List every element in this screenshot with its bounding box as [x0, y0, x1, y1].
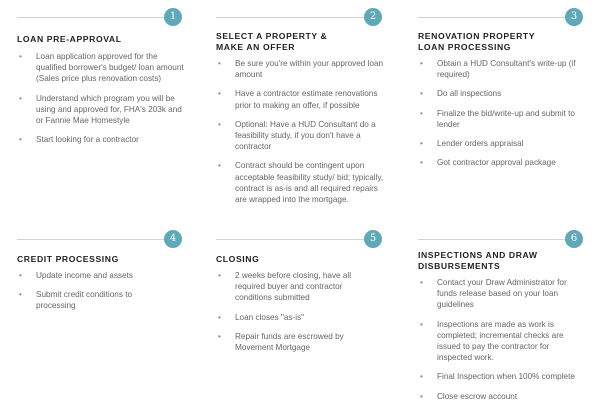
step-title: SELECT A PROPERTY & MAKE AN OFFER	[216, 31, 328, 52]
list-item: • Loan application approved for the qualified borrower's budget/ loan amount (Sales price plus renovation costs)	[17, 51, 189, 85]
list-item: • Repair funds are escrowed by Movement Mortgage	[216, 331, 376, 353]
step-4	[17, 230, 189, 330]
list-item: • Start looking for a contractor	[17, 134, 189, 145]
step-list	[418, 277, 586, 410]
list-item: • Update income and assets	[17, 270, 162, 281]
step-6	[418, 230, 590, 416]
list-item: • Obtain a HUD Consultant's write-up (if required)	[418, 58, 583, 80]
list-item: • 2 weeks before closing, have all required buyer and contractor conditions submitted	[216, 270, 376, 304]
list-item: • Contact your Draw Administrator for funds release based on your loan guidelines	[418, 277, 586, 311]
list-item: • Optional: Have a HUD Consultant do a feasibility study, if you don't have a contractor	[216, 119, 386, 153]
step-divider	[17, 239, 164, 240]
step-list	[216, 58, 386, 213]
step-list	[17, 51, 189, 153]
step-number-badge: 6	[565, 230, 583, 248]
list-item: • Have a contractor estimate renovations prior to making an offer, if possible	[216, 88, 386, 110]
step-number-badge: 3	[565, 8, 583, 26]
step-list	[418, 58, 583, 176]
step-number-badge: 1	[164, 8, 182, 26]
list-item: • Final Inspection when 100% complete	[418, 371, 586, 382]
list-item: • Contract should be contingent upon acceptable feasibility study/ bid; typically, contract is as-is and all required repairs are wrapped into the mortgage.	[216, 160, 386, 205]
step-divider	[418, 239, 565, 240]
step-divider	[216, 239, 364, 240]
step-title: INSPECTIONS AND DRAW DISBURSEMENTS	[418, 250, 538, 271]
step-divider	[418, 17, 565, 18]
list-item: • Do all inspections	[418, 88, 583, 99]
list-item: • Lender orders appraisal	[418, 138, 583, 149]
list-item: • Close escrow account	[418, 391, 586, 402]
step-number-badge: 5	[364, 230, 382, 248]
step-title: CREDIT PROCESSING	[17, 254, 119, 264]
step-5	[216, 230, 388, 360]
step-list	[216, 270, 376, 361]
list-item: • Loan closes "as-is"	[216, 312, 376, 323]
list-item: • Submit credit conditions to processing	[17, 289, 162, 311]
step-number-badge: 2	[364, 8, 382, 26]
list-item: • Be sure you're within your approved loan amount	[216, 58, 386, 80]
step-divider	[216, 17, 364, 18]
step-number-badge: 4	[164, 230, 182, 248]
list-item: • Finalize the bid/write-up and submit to lender	[418, 108, 583, 130]
list-item: • Got contractor approval package	[418, 157, 583, 168]
step-title: LOAN PRE-APPROVAL	[17, 34, 122, 44]
step-3	[418, 8, 590, 193]
step-title: CLOSING	[216, 254, 260, 264]
step-divider	[17, 17, 164, 18]
step-1	[17, 8, 189, 193]
list-item: • Understand which program you will be using and approved for, FHA's 203k and or Fannie Mae Homestyle	[17, 93, 189, 127]
step-2	[216, 8, 388, 223]
step-title: RENOVATION PROPERTY LOAN PROCESSING	[418, 31, 535, 52]
step-list	[17, 270, 162, 320]
list-item: • Inspections are made as work is completed; incremental checks are issued to pay the contractor for inspected work.	[418, 319, 586, 364]
